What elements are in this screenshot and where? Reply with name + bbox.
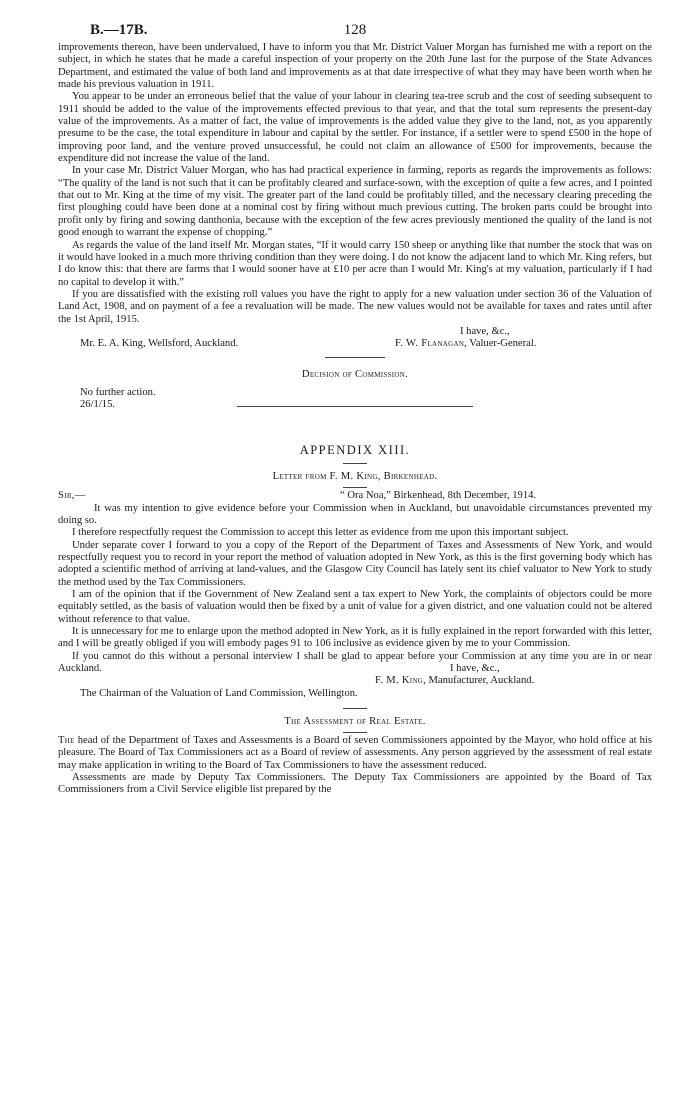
salutation: Sir,— <box>58 489 86 501</box>
paragraph: I am of the opinion that if the Government of New Zealand sent a tax expert to New York, the complaints of objectors could be more equitably settled, as the basis of valuation would then be fixed by a unit of value for a given district, and one valuation could not be altered without reference to that value. <box>58 588 652 625</box>
lead-word: The <box>58 735 75 747</box>
signatory-title: , Manufacturer, Auckland. <box>423 675 535 687</box>
paragraph: I therefore respectfully request the Commission to accept this letter as evidence from me upon this important subject. <box>72 527 569 539</box>
paragraph: In your case Mr. District Valuer Morgan, who has had practical experience in farming, reports as regards the improvements as follows: “The quality of the land is not such that it can be profitably cleared and surface-sown, with the exception of quite a few acres, and I pointed that out to Mr. King at the time of my visit. The greater part of the land could be profitably tilled, and the necessary clearing preceding the first ploughing could have been done at a nominal cost by firing without much previous cutting. The broken parts could be brought into profit only by firing and sowing danthonia, because with the exception of the few acres previously mentioned the quality of the land is not good enough to warrant the expense of chopping.” <box>58 165 652 239</box>
divider <box>343 732 367 733</box>
divider <box>343 708 367 709</box>
letter-heading: Letter from F. M. King, Birkenhead. <box>272 470 438 482</box>
letter-signature-line <box>58 338 652 350</box>
paragraph: If you are dissatisfied with the existing roll values you have the right to apply for a new valuation under section 36 of the Valuation of Land Act, 1908, and on payment of a fee a revaluation will be made. The new values would not be available for taxes and rates until after the 1st April, 1915. <box>58 288 652 325</box>
divider <box>343 463 367 464</box>
divider <box>325 357 385 358</box>
divider <box>343 487 367 488</box>
signatory-title: , Valuer-General. <box>464 338 537 350</box>
signatory-name: F. W. Flanagan <box>395 338 465 350</box>
assessment-of-real-estate <box>58 715 652 797</box>
paragraph: You appear to be under an erroneous belief that the value of your labour in clearing tea-tree scrub and the cost of seeding subsequent to 1911 should be added to the value of the improvements effected previous to that year, and that the total sum represents the present-day value of the improvements. As a matter of fact, the value of improvements is the added value they give to the land, not, as you apparently presume to be the case, the total expenditure in labour and capital by the settler. For instance, if a settler were to spend £500 in the hope of improving poor land, and the venture proved unsuccessful, he could not claim an allowance of £500 for improvements, because the expenditure did not increase the value of the land. <box>58 91 652 165</box>
paragraph-text: head of the Department of Taxes and Assessments is a Board of seven Commissioners appointed by the Mayor, who hold office at his pleasure. The Board of Tax Commissioners act as a Board of review of assessments. Any person aggrieved by the assessment of real estate may make application in writing to the Board of Tax Commissioners to have the assessment reduced. <box>58 735 652 771</box>
paragraph: Assessments are made by Deputy Tax Commissioners. The Deputy Tax Commissioners are appointed by the Board of Tax Commissioners from a Civil Service eligible list prepared by the <box>58 772 652 796</box>
section-heading: Decision of Commission. <box>301 368 409 380</box>
paragraph: It is unnecessary for me to enlarge upon the method adopted in New York, as it is fully explained in the report forwarded with this letter, and I will be greatly obliged if you will embody pages 91 to 106 inclusive as evidence given by me to your Commission. <box>58 625 652 650</box>
valuer-general-letter <box>58 42 652 351</box>
decision-date: 26/1/15. <box>80 399 116 411</box>
paragraph: As regards the value of the land itself Mr. Morgan states, “If it would carry 150 sheep or anything like that number the stock that was on it would have looked in a much more thriving condition than they were doing. I do not know the adjacent land to which Mr. King refers, but I do know this: that there are farms that I would sooner have at £10 per acre than I would Mr. King's at my valuation, particularly if I had no capital to develop it with.” <box>58 239 652 288</box>
letter-closing <box>58 663 652 675</box>
page-number: 128 <box>343 22 367 38</box>
letter-signature-line <box>58 675 652 687</box>
closing-phrase: I have, &c., <box>460 325 510 337</box>
addressee: Mr. E. A. King, Wellsford, Auckland. <box>80 338 239 350</box>
paragraph: Under separate cover I forward to you a copy of the Report of the Department of Taxes and Assessments of New York, and would respectfully request you to record in your report the method of valuation adopted in New York, as this is the first governing body which has adopted a scientific method of arriving at land-values, and the Glasgow City Council has lately sent its chief valuator to New York to study the method used by the Tax Commissioners. <box>58 539 652 588</box>
appendix-xiii <box>58 443 652 701</box>
letter-closing <box>58 326 652 338</box>
addressee: The Chairman of the Valuation of Land Commission, Wellington. <box>80 687 358 699</box>
decision-text: No further action. <box>80 386 156 398</box>
paragraph <box>58 735 652 772</box>
document-reference: B.—17B. <box>90 22 148 38</box>
page-header <box>58 0 652 40</box>
signatory <box>395 338 536 350</box>
section-heading: The Assessment of Real Estate. <box>284 716 426 728</box>
paragraph: improvements thereon, have been undervalued, I have to inform you that Mr. District Valuer Morgan has furnished me with a report on the subject, in which he states that he made a careful inspection of your property on the 20th June last for the purpose of the State Advances Department, and estimated the value of both land and improvements as at that date irrespective of what they may have been worth when he made his previous valuation in 1911. <box>58 42 652 91</box>
paragraph: It was my intention to give evidence before your Commission when in Auckland, but unavoidable circumstances prevented my doing so. <box>58 502 652 526</box>
paragraph: If you cannot do this without a personal interview I shall be glad to appear before your Commission at any time you are in or near Auckland. <box>58 650 652 674</box>
signatory-name: F. M. King <box>375 675 424 687</box>
signatory <box>375 675 534 687</box>
divider <box>237 406 473 407</box>
salutation-line <box>58 490 652 503</box>
appendix-title: APPENDIX XIII. <box>299 442 411 457</box>
closing-phrase: I have, &c., <box>450 662 500 674</box>
place-and-date: “ Ora Noa,” Birkenhead, 8th December, 1914. <box>340 489 537 501</box>
